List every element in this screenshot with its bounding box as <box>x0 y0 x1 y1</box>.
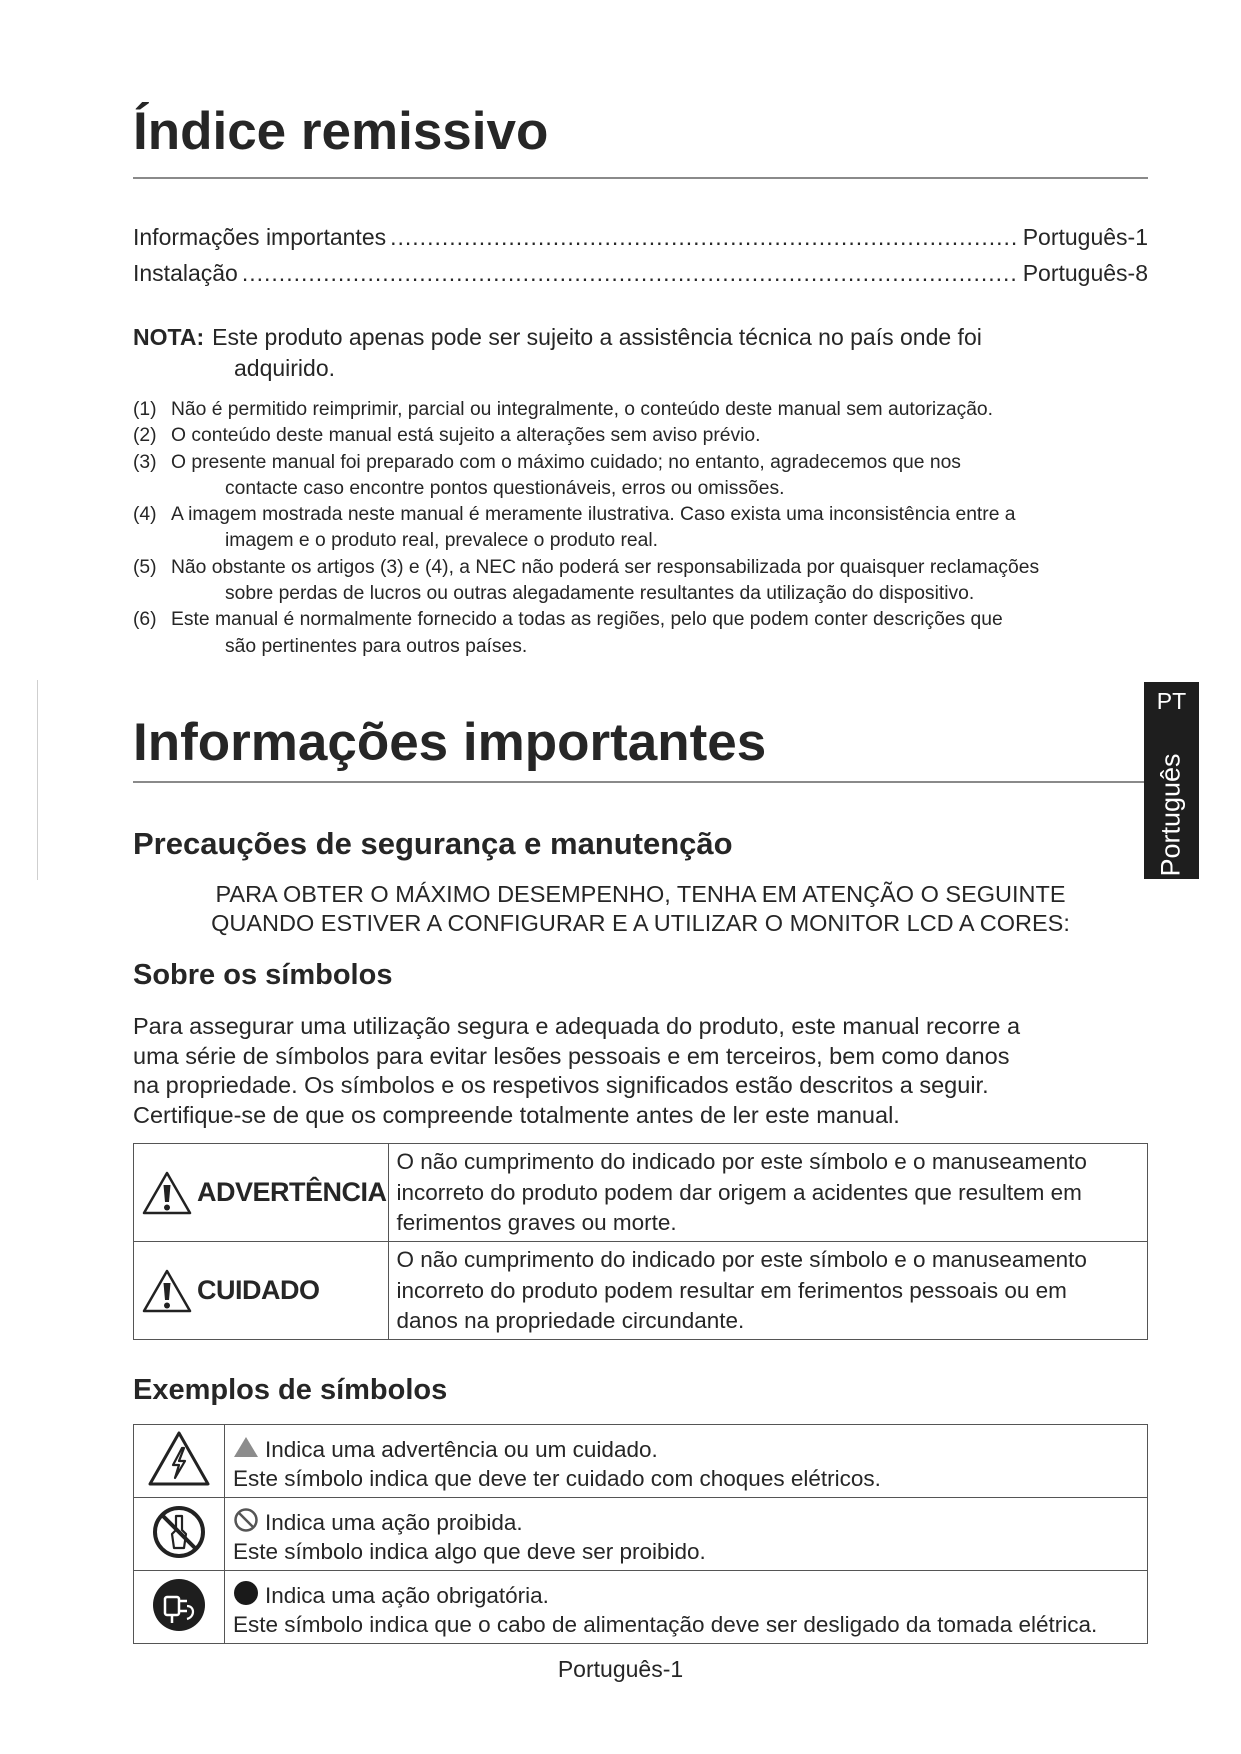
example-description <box>225 1498 1148 1571</box>
note-line: A imagem mostrada neste manual é meramente ilustrativa. Caso exista uma inconsistência entre a <box>171 504 1016 526</box>
language-name: Português <box>1155 753 1186 877</box>
example-icon-cell <box>134 1571 225 1644</box>
description-line: incorreto do produto podem resultar em ferimentos pessoais ou em <box>396 1277 1067 1303</box>
note-label: NOTA: <box>133 324 205 350</box>
precautions-heading: Precauções de segurança e manutenção <box>133 826 733 861</box>
example-line <box>233 1580 1139 1610</box>
table-row <box>134 1425 1148 1498</box>
warning-label <box>135 1170 387 1216</box>
note-line: Não obstante os artigos (3) e (4), a NEC não poderá ser responsabilizada por quaisquer reclamações <box>171 556 1040 578</box>
description-line: incorreto do produto podem dar origem a acidentes que resultem em <box>396 1179 1082 1205</box>
list-item <box>133 397 1143 423</box>
toc-entry-important-info[interactable] <box>133 224 1148 251</box>
note-line: O presente manual foi preparado com o máximo cuidado; no entanto, agradecemos que nos <box>171 451 961 473</box>
section-title-rule <box>133 781 1148 783</box>
note-number: (6) <box>133 609 157 631</box>
prohibited-circle-icon <box>233 1507 259 1533</box>
list-item <box>133 555 1143 608</box>
toc-entry-page: Português-8 <box>1022 260 1148 286</box>
paragraph-line: Para assegurar uma utilização segura e adequada do produto, este manual recorre a <box>133 1013 1021 1039</box>
warning-label-text: ADVERTÊNCIA <box>197 1177 387 1207</box>
example-text: Este símbolo indica que o cabo de alimentação deve ser desligado da tomada elétrica. <box>233 1612 1098 1637</box>
list-item <box>133 423 1143 449</box>
note-number: (3) <box>133 451 157 473</box>
list-item <box>133 450 1143 503</box>
table-row <box>134 1144 1148 1242</box>
symbols-heading: Sobre os símbolos <box>133 959 393 991</box>
examples-heading: Exemplos de símbolos <box>133 1374 448 1406</box>
index-title-rule <box>133 177 1148 179</box>
note-line: O conteúdo deste manual está sujeito a alterações sem aviso prévio. <box>171 425 761 447</box>
page-footer: Português-1 <box>557 1656 684 1682</box>
note-text-line1: Este produto apenas pode ser sujeito a assistência técnica no país onde foi <box>212 324 982 350</box>
symbols-paragraph <box>133 1012 1133 1130</box>
example-title: Indica uma advertência ou um cuidado. <box>265 1436 658 1462</box>
language-code: PT <box>1156 688 1187 714</box>
grey-triangle-icon <box>233 1436 259 1458</box>
paragraph-line: Certifique-se de que os compreende totalmente antes de ler este manual. <box>133 1101 900 1128</box>
example-icon-cell <box>134 1425 225 1498</box>
example-text: Este símbolo indica algo que deve ser proibido. <box>233 1539 706 1564</box>
note-line: Não é permitido reimprimir, parcial ou integralmente, o conteúdo deste manual sem autorização. <box>171 399 994 420</box>
table-row <box>134 1498 1148 1571</box>
filled-circle-icon <box>233 1580 259 1606</box>
warning-triangle-icon <box>141 1170 193 1216</box>
precautions-line: PARA OBTER O MÁXIMO DESEMPENHO, TENHA EM ATENÇÃO O SEGUINTE <box>215 881 1066 907</box>
index-title: Índice remissivo <box>133 102 549 161</box>
example-line <box>233 1435 1139 1464</box>
note-number: (2) <box>133 425 157 447</box>
toc-entry-installation[interactable] <box>133 260 1148 287</box>
list-item <box>133 502 1143 555</box>
toc-entry-label: Instalação <box>133 260 238 286</box>
note-line: Este manual é normalmente fornecido a todas as regiões, pelo que podem conter descrições que <box>171 609 1003 631</box>
note-number: (5) <box>133 556 157 578</box>
paragraph-line: na propriedade. Os símbolos e os respetivos significados estão descritos a seguir. <box>133 1072 989 1098</box>
section-title-important: Informações importantes <box>133 713 767 772</box>
description-line: ferimentos graves ou morte. <box>396 1210 677 1236</box>
example-description <box>225 1425 1148 1498</box>
precautions-caps-text <box>133 880 1148 938</box>
note-number: (1) <box>133 399 157 420</box>
example-title: Indica uma ação proibida. <box>265 1510 523 1535</box>
paragraph-line: uma série de símbolos para evitar lesões pessoais e em terceiros, bem como danos <box>133 1042 1010 1069</box>
list-item <box>133 607 1143 660</box>
notes-list <box>133 397 1143 660</box>
description-line: O não cumprimento do indicado por este símbolo e o manuseamento <box>396 1247 1087 1273</box>
caution-label <box>135 1268 387 1314</box>
note-line-continued: imagem e o produto real, prevalece o produto real. <box>225 530 659 552</box>
electric-shock-warning-icon <box>147 1430 211 1488</box>
note-number: (4) <box>133 504 157 526</box>
precautions-line: QUANDO ESTIVER A CONFIGURAR E A UTILIZAR O MONITOR LCD A CORES: <box>211 910 1070 936</box>
example-text: Este símbolo indica que deve ter cuidado com choques elétricos. <box>233 1465 881 1491</box>
table-row <box>134 1571 1148 1644</box>
language-tab[interactable] <box>1144 682 1199 879</box>
description-line: O não cumprimento do indicado por este símbolo e o manuseamento <box>396 1149 1087 1175</box>
symbol-meaning-table <box>133 1143 1148 1340</box>
description-line: danos na propriedade circundante. <box>396 1308 745 1334</box>
symbol-cell <box>134 1144 389 1242</box>
toc-leader-dots <box>390 224 1019 251</box>
toc-leader-dots <box>242 260 1019 287</box>
no-disassembly-icon <box>151 1504 207 1560</box>
note-line-continued: sobre perdas de lucros ou outras alegadamente resultantes da utilização do dispositivo. <box>225 583 975 605</box>
example-line <box>233 1507 1139 1537</box>
warning-triangle-icon <box>141 1268 193 1314</box>
example-title: Indica uma ação obrigatória. <box>265 1583 549 1608</box>
toc-entry-label: Informações importantes <box>133 224 387 250</box>
note-line-continued: contacte caso encontre pontos questionáveis, erros ou omissões. <box>225 477 785 499</box>
note-block <box>133 322 1093 384</box>
symbol-description <box>388 1242 1147 1340</box>
symbol-examples-table <box>133 1424 1148 1644</box>
symbol-description <box>388 1144 1147 1242</box>
example-description <box>225 1571 1148 1644</box>
example-icon-cell <box>134 1498 225 1571</box>
caution-label-text: CUIDADO <box>197 1275 320 1305</box>
note-line-continued: são pertinentes para outros países. <box>225 635 528 657</box>
toc-entry-page: Português-1 <box>1022 224 1148 250</box>
note-text-line2: adquirido. <box>234 355 336 381</box>
symbol-cell <box>134 1242 389 1340</box>
table-row <box>134 1242 1148 1340</box>
page-edge-line <box>37 680 38 880</box>
unplug-power-icon <box>151 1577 207 1633</box>
